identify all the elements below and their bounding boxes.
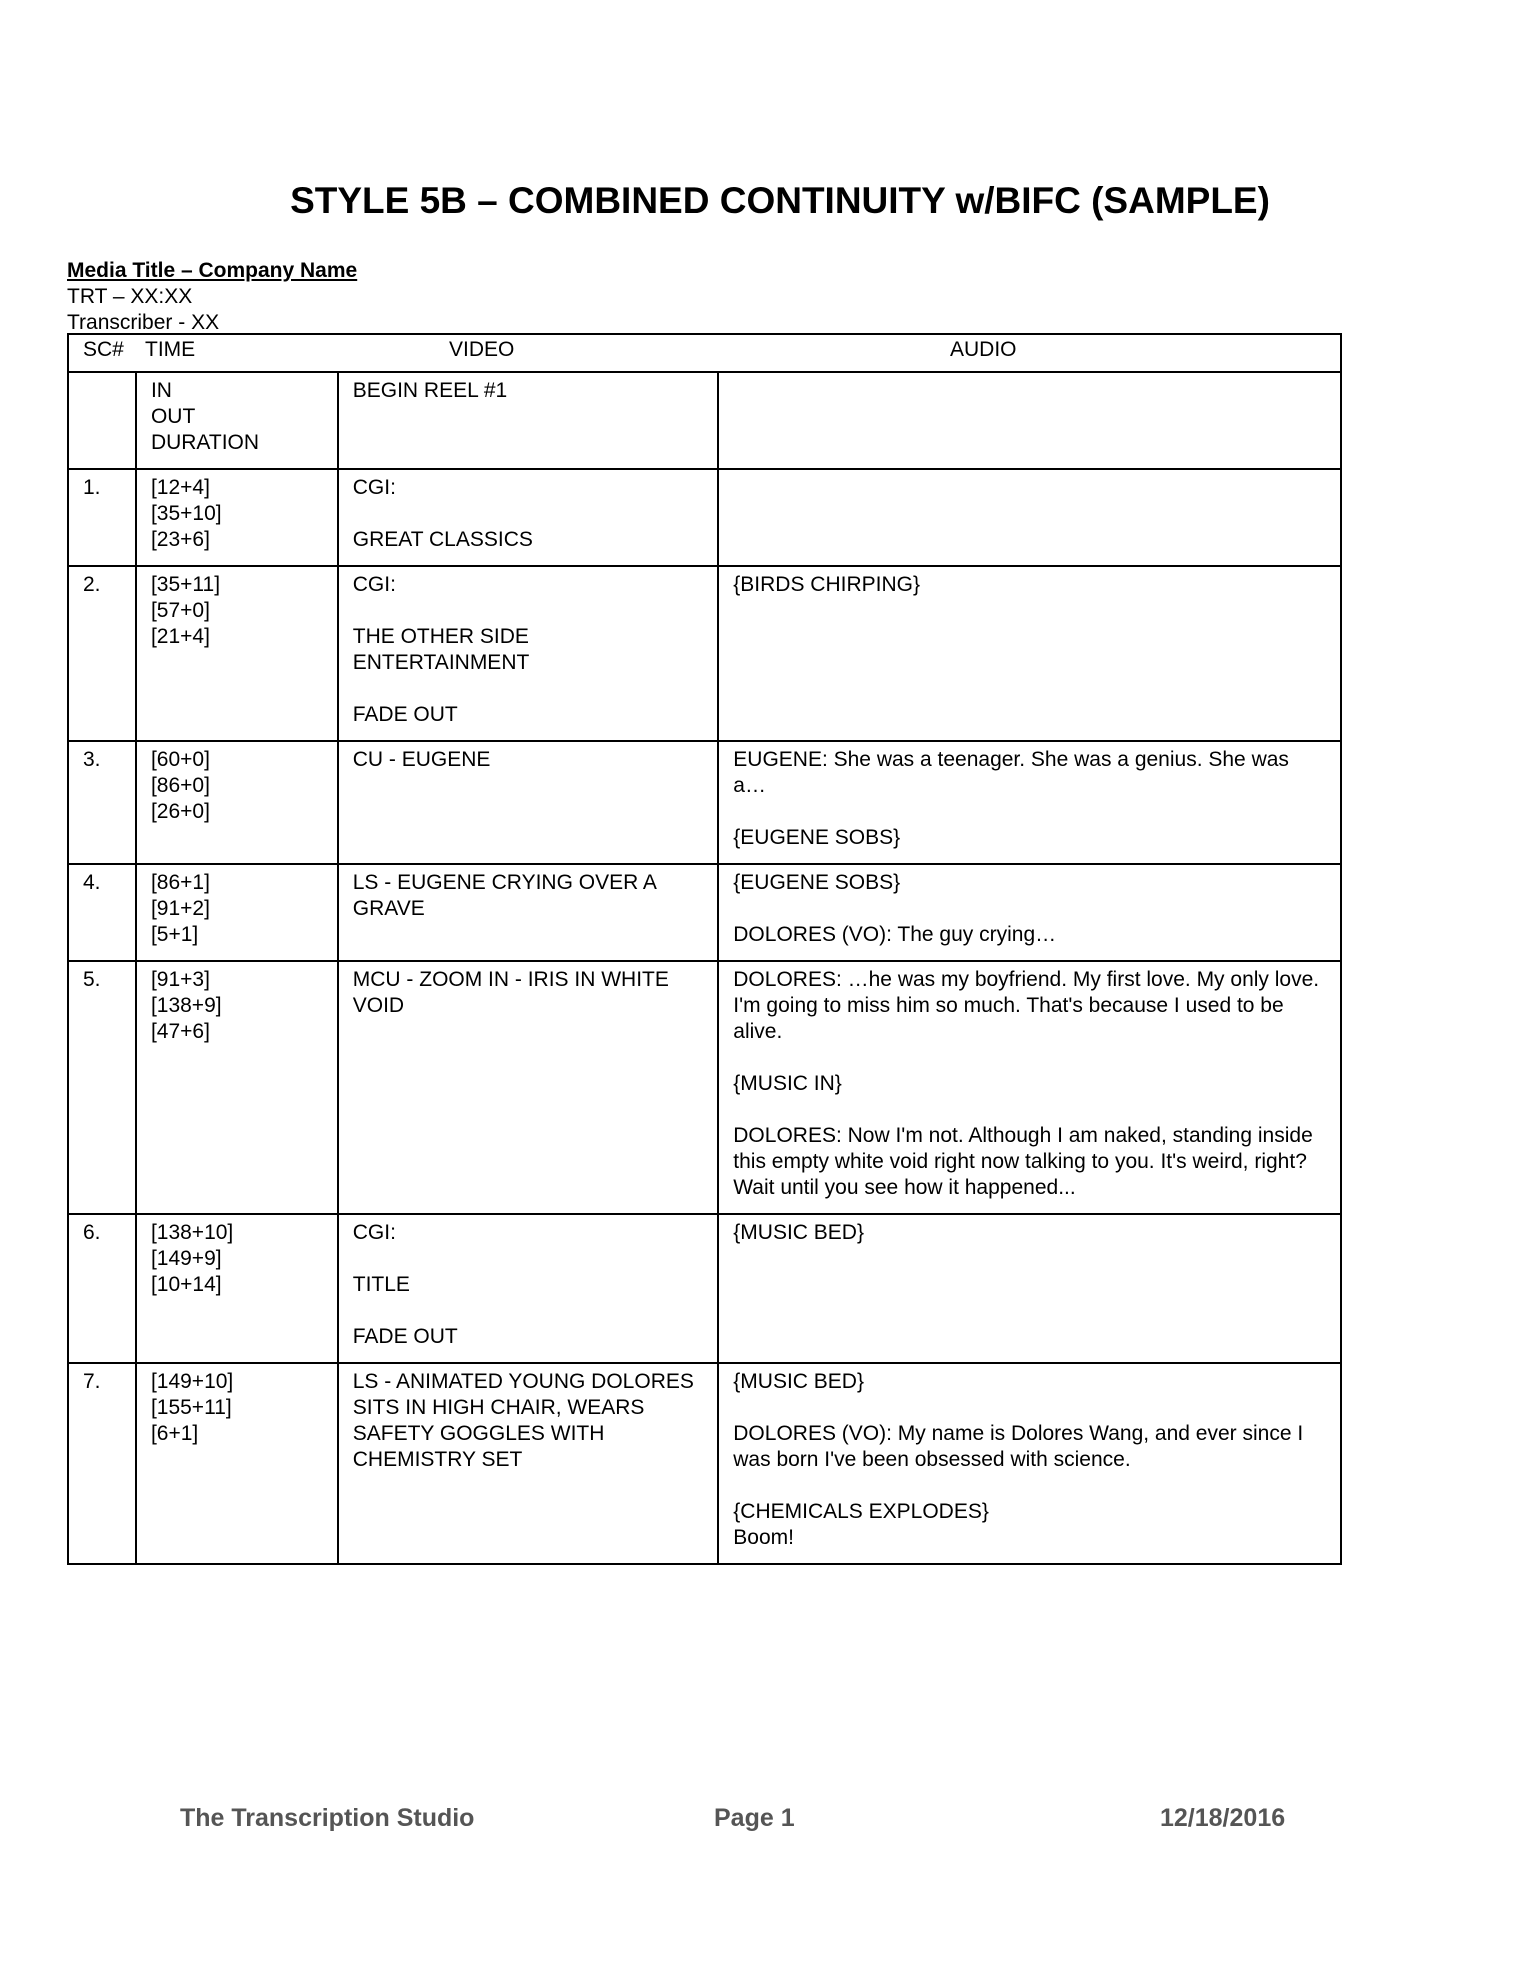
timecode: [35+10] xyxy=(150,502,222,525)
table-row xyxy=(68,741,1341,864)
video-text: LS - ANIMATED YOUNG DOLORES SITS IN HIGH CHAIR, WEARS SAFETY GOGGLES WITH CHEMISTRY SET xyxy=(352,1370,694,1471)
timecode: [60+0] xyxy=(150,748,210,771)
scene-number: 1. xyxy=(83,476,101,499)
video-text: THE OTHER SIDE ENTERTAINMENT xyxy=(352,625,530,674)
trt-line: TRT – XX:XX xyxy=(67,285,193,308)
audio-text: {BIRDS CHIRPING} xyxy=(733,573,920,596)
timecode: [155+11] xyxy=(150,1396,232,1419)
reel-row xyxy=(68,372,1341,469)
header-sc: SC# xyxy=(83,338,124,361)
audio-cell xyxy=(718,1214,1341,1363)
timecode: [6+1] xyxy=(150,1422,199,1445)
video-text: CGI: xyxy=(352,1221,396,1244)
timecode: [86+0] xyxy=(150,774,210,797)
sc-cell xyxy=(68,1363,136,1564)
time-label: DURATION xyxy=(150,431,260,454)
video-text: GREAT CLASSICS xyxy=(352,528,533,551)
time-cell xyxy=(136,1363,338,1564)
time-cell xyxy=(136,372,338,469)
timecode: [57+0] xyxy=(150,599,210,622)
audio-text: DOLORES (VO): The guy crying… xyxy=(733,923,1057,946)
audio-text: {MUSIC BED} xyxy=(733,1221,864,1244)
timecode: [47+6] xyxy=(150,1020,210,1043)
video-text: LS - EUGENE CRYING OVER A GRAVE xyxy=(352,871,656,920)
video-cell xyxy=(338,469,719,566)
timecode: [23+6] xyxy=(150,528,210,551)
video-text: TITLE xyxy=(352,1273,410,1296)
audio-cell xyxy=(718,1363,1341,1564)
header-audio: AUDIO xyxy=(950,338,1017,361)
timecode: [5+1] xyxy=(150,923,199,946)
continuity-table xyxy=(67,333,1342,1565)
footer-page-number: Page 1 xyxy=(714,1804,795,1832)
header-video: VIDEO xyxy=(449,338,515,361)
video-cell xyxy=(338,864,719,961)
sc-cell xyxy=(68,1214,136,1363)
sc-cell xyxy=(68,372,136,469)
video-cell xyxy=(338,1214,719,1363)
timecode: [10+14] xyxy=(150,1273,222,1296)
audio-cell xyxy=(718,961,1341,1214)
table-row xyxy=(68,961,1341,1214)
time-cell xyxy=(136,741,338,864)
audio-cell xyxy=(718,469,1341,566)
table-row xyxy=(68,469,1341,566)
table-row xyxy=(68,1363,1341,1564)
audio-cell xyxy=(718,566,1341,741)
video-cell xyxy=(338,961,719,1214)
audio-text: DOLORES (VO): My name is Dolores Wang, and ever since I was born I've been obsessed with science. xyxy=(733,1422,1304,1471)
time-cell xyxy=(136,961,338,1214)
scene-number: 3. xyxy=(83,748,101,771)
audio-cell xyxy=(718,864,1341,961)
timecode: [86+1] xyxy=(150,871,210,894)
video-text: FADE OUT xyxy=(352,703,458,726)
timecode: [35+11] xyxy=(150,573,221,596)
video-text: MCU - ZOOM IN - IRIS IN WHITE VOID xyxy=(352,968,669,1017)
timecode: [149+9] xyxy=(150,1247,222,1270)
time-cell xyxy=(136,566,338,741)
sc-cell xyxy=(68,864,136,961)
timecode: [21+4] xyxy=(150,625,210,648)
video-text: BEGIN REEL #1 xyxy=(352,379,508,402)
video-text: CGI: xyxy=(352,476,396,499)
table-header-cell xyxy=(68,334,1341,372)
video-cell xyxy=(338,1363,719,1564)
time-label: IN xyxy=(150,379,172,402)
sc-cell xyxy=(68,741,136,864)
timecode: [91+2] xyxy=(150,897,210,920)
scene-number: 7. xyxy=(83,1370,101,1393)
scene-number: 2. xyxy=(83,573,101,596)
time-cell xyxy=(136,864,338,961)
sc-cell xyxy=(68,469,136,566)
table-row xyxy=(68,566,1341,741)
scene-number: 4. xyxy=(83,871,101,894)
video-cell xyxy=(338,741,719,864)
video-text: CGI: xyxy=(352,573,396,596)
timecode: [138+10] xyxy=(150,1221,234,1244)
audio-text: EUGENE: She was a teenager. She was a genius. She was a… xyxy=(733,748,1289,797)
time-cell xyxy=(136,1214,338,1363)
table-row xyxy=(68,1214,1341,1363)
time-cell xyxy=(136,469,338,566)
audio-cell xyxy=(718,372,1341,469)
audio-text: {MUSIC IN} xyxy=(733,1072,842,1095)
timecode: [26+0] xyxy=(150,800,210,823)
document-meta xyxy=(67,258,357,336)
document-title: STYLE 5B – COMBINED CONTINUITY w/BIFC (SAMPLE) xyxy=(290,180,1270,221)
audio-text: DOLORES: …he was my boyfriend. My first love. My only love. I'm going to miss him so much. That's because I used to be alive. xyxy=(733,968,1320,1043)
transcriber-line: Transcriber - XX xyxy=(67,311,220,334)
video-cell xyxy=(338,566,719,741)
scene-number: 6. xyxy=(83,1221,101,1244)
audio-text: DOLORES: Now I'm not. Although I am naked, standing inside this empty white void right now talking to you. It's weird, right? Wait until you see how it happened... xyxy=(733,1124,1313,1199)
timecode: [138+9] xyxy=(150,994,222,1017)
timecode: [12+4] xyxy=(150,476,210,499)
media-title: Media Title – Company Name xyxy=(67,259,358,282)
video-text: FADE OUT xyxy=(352,1325,458,1348)
timecode: [91+3] xyxy=(150,968,210,991)
table-row xyxy=(68,864,1341,961)
video-cell xyxy=(338,372,719,469)
audio-text: {EUGENE SOBS} xyxy=(733,871,901,894)
header-time: TIME xyxy=(145,338,196,361)
audio-text: {EUGENE SOBS} xyxy=(733,826,901,849)
scene-number: 5. xyxy=(83,968,101,991)
table-header-row xyxy=(68,334,1341,372)
sc-cell xyxy=(68,566,136,741)
video-text: CU - EUGENE xyxy=(352,748,491,771)
footer-date: 12/18/2016 xyxy=(1160,1804,1286,1832)
audio-cell xyxy=(718,741,1341,864)
footer-studio: The Transcription Studio xyxy=(180,1804,475,1832)
time-label: OUT xyxy=(150,405,196,428)
audio-text: {CHEMICALS EXPLODES} Boom! xyxy=(733,1500,989,1549)
timecode: [149+10] xyxy=(150,1370,234,1393)
sc-cell xyxy=(68,961,136,1214)
audio-text: {MUSIC BED} xyxy=(733,1370,864,1393)
